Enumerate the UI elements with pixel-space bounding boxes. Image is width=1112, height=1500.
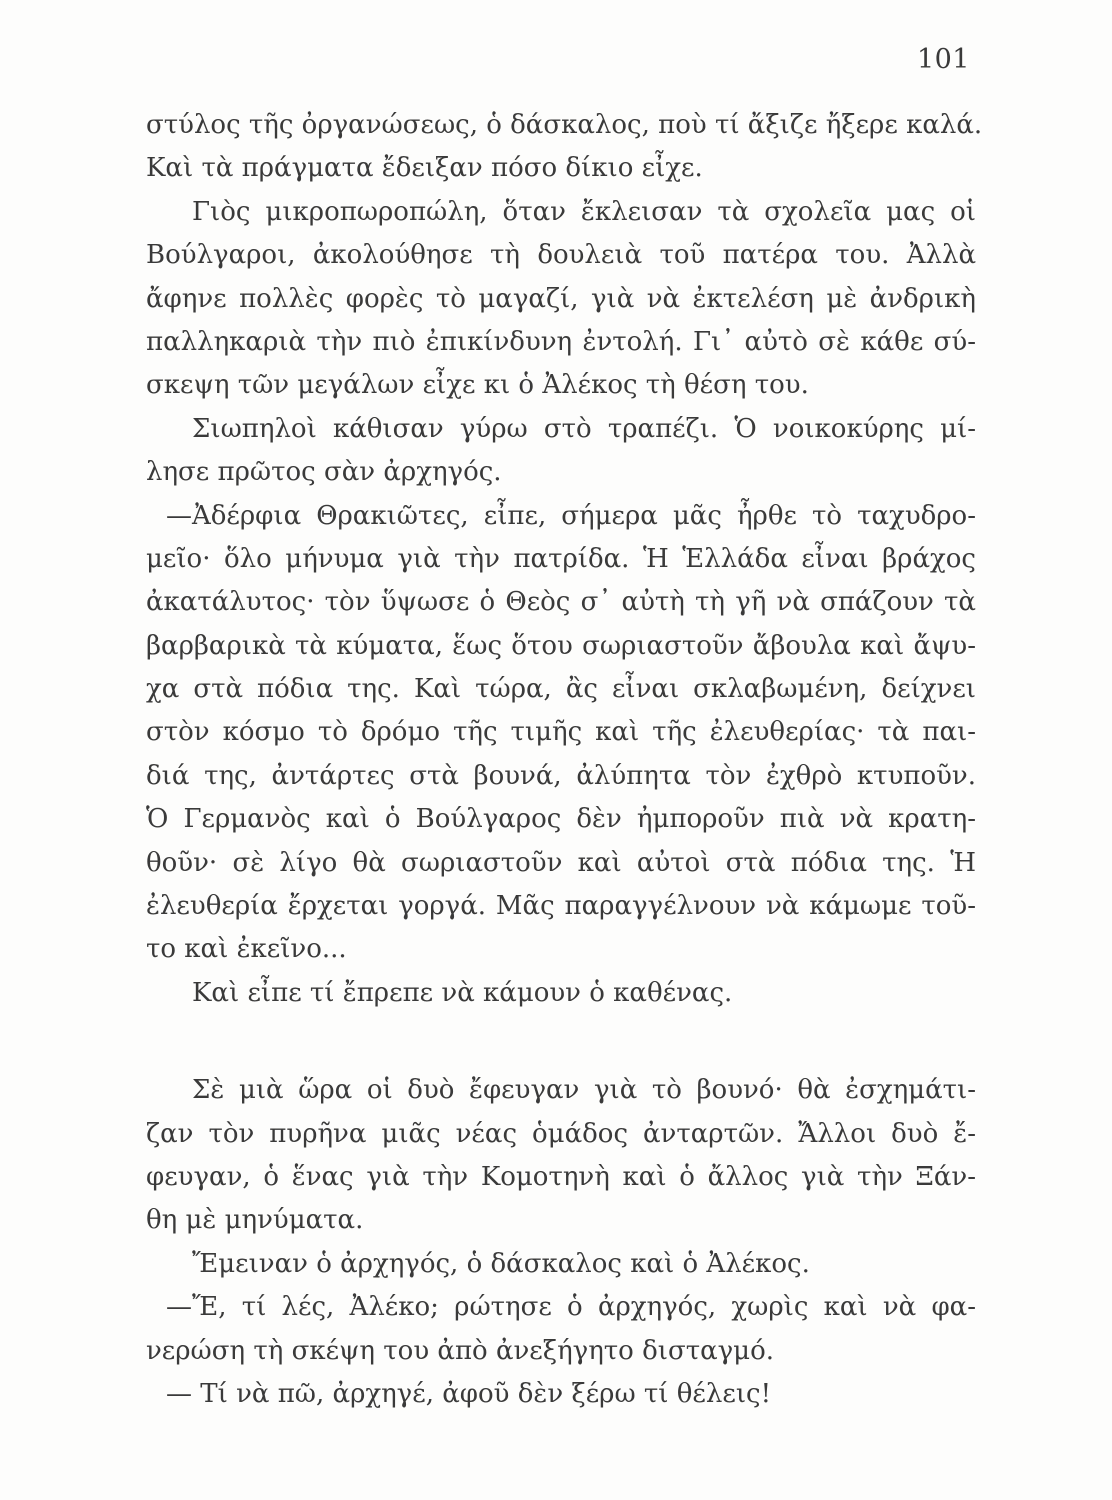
text-line: Καὶ εἶπε τί ἔπρεπε νὰ κάμουν ὁ καθένας.	[192, 977, 733, 1008]
text-line: μεῖο· ὅλο μήνυμα γιὰ τὴν πατρίδα. Ἡ Ἑλλάδα εἶναι βράχος	[146, 543, 976, 574]
text-line: θη μὲ μηνύματα.	[146, 1205, 364, 1236]
text-line: ἄφηνε πολλὲς φορὲς τὸ μαγαζί, γιὰ νὰ ἐκτελέση μὲ ἀνδρικὴ	[146, 283, 976, 314]
text-line: νερώση τὴ σκέψη του ἀπὸ ἀνεξήγητο δισταγμό.	[146, 1335, 774, 1366]
text-line: σκεψη τῶν μεγάλων εἶχε κι ὁ Ἀλέκος τὴ θέση του.	[146, 370, 809, 401]
text-line: Ὁ Γερμανὸς καὶ ὁ Βούλγαρος δὲν ἠμποροῦν πιὰ νὰ κρατη-	[146, 804, 976, 835]
text-line: στὸν κόσμο τὸ δρόμο τῆς τιμῆς καὶ τῆς ἐλευθερίας· τὰ παι-	[146, 717, 976, 748]
text-line: φευγαν, ὁ ἕνας γιὰ τὴν Κομοτηνὴ καὶ ὁ ἄλλος γιὰ τὴν Ξάν-	[146, 1161, 976, 1192]
text-line: ἐλευθερία ἔρχεται γοργά. Μᾶς παραγγέλνουν νὰ κάμωμε τοῦ-	[146, 891, 976, 922]
text-line: στύλος τῆς ὀργανώσεως, ὁ δάσκαλος, ποὺ τί ἄξιζε ἤξερε καλά.	[146, 110, 983, 140]
text-line: — Τί νὰ πῶ, ἀρχηγέ, ἀφοῦ δὲν ξέρω τί θέλεις!	[166, 1378, 772, 1409]
text-line: Σὲ μιὰ ὥρα οἱ δυὸ ἔφευγαν γιὰ τὸ βουνό· θὰ ἐσχημάτι-	[192, 1075, 976, 1106]
text-line: Βούλγαροι, ἀκολούθησε τὴ δουλειὰ τοῦ πατέρα του. Ἀλλὰ	[146, 240, 976, 271]
text-line: Ἔμειναν ὁ ἀρχηγός, ὁ δάσκαλος καὶ ὁ Ἀλέκος.	[192, 1248, 810, 1279]
text-line: ζαν τὸν πυρῆνα μιᾶς νέας ὁμάδος ἀνταρτῶν. Ἄλλοι δυὸ ἔ-	[146, 1118, 976, 1149]
text-line: διά της, ἀντάρτες στὰ βουνά, ἀλύπητα τὸν ἐχθρὸ κτυποῦν.	[146, 760, 976, 791]
text-line: ἀκατάλυτος· τὸν ὕψωσε ὁ Θεὸς σ᾽ αὐτὴ τὴ γῆ νὰ σπάζουν τὰ	[146, 587, 976, 618]
text-line: Γιὸς μικροπωροπώλη, ὅταν ἔκλεισαν τὰ σχολεῖα μας οἱ	[192, 196, 976, 227]
section-break	[146, 1015, 976, 1069]
text-line: το καὶ ἐκεῖνο...	[146, 934, 347, 965]
text-line: χα στὰ πόδια της. Καὶ τώρα, ἂς εἶναι σκλαβωμένη, δείχνει	[146, 674, 976, 705]
page-number: 101	[916, 44, 970, 75]
text-line: Καὶ τὰ πράγματα ἔδειξαν πόσο δίκιο εἶχε.	[146, 153, 703, 184]
text-line: θοῦν· σὲ λίγο θὰ σωριαστοῦν καὶ αὐτοὶ στὰ πόδια της. Ἡ	[146, 847, 976, 878]
text-line: —Ἔ, τί λές, Ἀλέκο; ρώτησε ὁ ἀρχηγός, χωρὶς καὶ νὰ φα-	[166, 1292, 976, 1323]
text-line: λησε πρῶτος σὰν ἀρχηγός.	[146, 457, 502, 488]
section-1	[146, 104, 983, 1015]
text-line: παλληκαριὰ τὴν πιὸ ἐπικίνδυνη ἐντολή. Γι᾽ αὐτὸ σὲ κάθε σύ-	[146, 326, 976, 357]
text-line: βαρβαρικὰ τὰ κύματα, ἕως ὅτου σωριαστοῦν ἄβουλα καὶ ἄψυ-	[146, 630, 976, 661]
text-line: —Ἀδέρφια Θρακιῶτες, εἶπε, σήμερα μᾶς ἦρθε τὸ ταχυδρο-	[166, 500, 976, 531]
section-2	[146, 1069, 976, 1416]
body-text	[146, 104, 983, 1416]
text-line: Σιωπηλοὶ κάθισαν γύρω στὸ τραπέζι. Ὁ νοικοκύρης μί-	[192, 413, 976, 444]
